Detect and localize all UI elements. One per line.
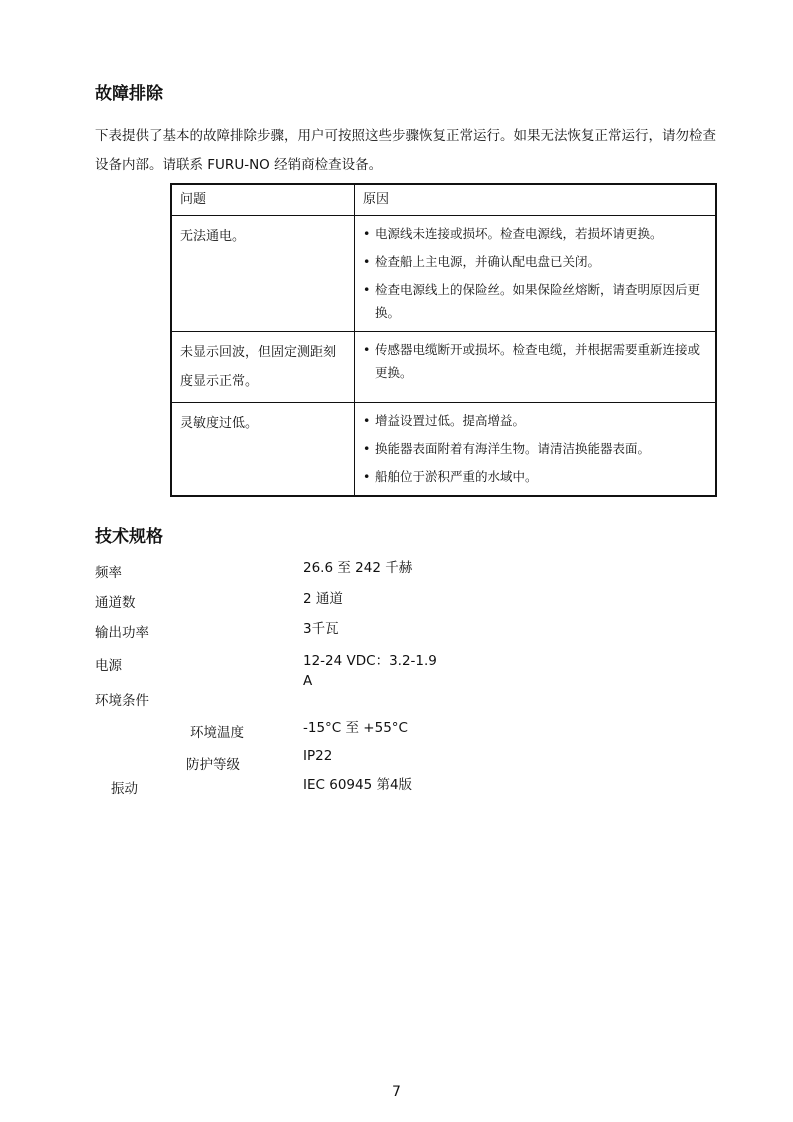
- cause-item: • 检查船上主电源，并确认配电盘已关闭。: [363, 250, 707, 273]
- table-row: [171, 332, 716, 403]
- spec-value-protection: IP22: [303, 748, 333, 764]
- cause-item: • 电源线未连接或损坏。检查电源线，若损坏请更换。: [363, 222, 707, 245]
- spec-value-vibration: IEC 60945 第4版: [303, 777, 413, 793]
- spec-value-frequency: 26.6 至 242 千赫: [303, 560, 413, 576]
- spec-value-channels: 2 通道: [303, 591, 343, 607]
- problem-cell: 无法通电。: [171, 216, 355, 332]
- troubleshooting-intro: 下表提供了基本的故障排除步骤，用户可按照这些步骤恢复正常运行。如果无法恢复正常运行，请勿检查设备内部。请联系 FURU-NO 经销商检查设备。: [95, 128, 716, 173]
- table-row: [171, 403, 716, 497]
- cause-item: • 增益设置过低。提高增益。: [363, 409, 707, 432]
- header-cause: 原因: [355, 184, 717, 216]
- causes-list: [363, 338, 707, 384]
- page-number: 7: [392, 1084, 401, 1100]
- problem-cell: 未显示回波，但固定测距刻度显示正常。: [171, 332, 355, 403]
- spec-value-output-power: 3千瓦: [303, 621, 339, 637]
- cause-item: • 检查电源线上的保险丝。如果保险丝熔断，请查明原因后更换。: [363, 278, 707, 324]
- cause-item: • 换能器表面附着有海洋生物。请清洁换能器表面。: [363, 437, 707, 460]
- cause-item: • 传感器电缆断开或损坏。检查电缆，并根据需要重新连接或更换。: [363, 338, 707, 384]
- causes-cell: [355, 403, 717, 497]
- causes-cell: [355, 216, 717, 332]
- spec-value-temperature: -15°C 至 +55°C: [303, 720, 408, 736]
- spec-label-protection: 防护等级: [186, 757, 240, 773]
- spec-label-power-supply: 电源: [95, 658, 122, 674]
- cause-item: • 船舶位于淤积严重的水域中。: [363, 465, 707, 488]
- spec-label-temperature: 环境温度: [190, 725, 244, 741]
- spec-label-channels: 通道数: [95, 595, 136, 611]
- header-problem: 问题: [171, 184, 355, 216]
- causes-list: [363, 409, 707, 488]
- table-row: [171, 216, 716, 332]
- causes-list: [363, 222, 707, 324]
- specifications-heading: 技术规格: [95, 527, 163, 547]
- table-header-row: [171, 184, 716, 216]
- troubleshooting-heading: 故障排除: [95, 84, 163, 104]
- causes-cell: [355, 332, 717, 403]
- spec-value-power-supply: 12-24 VDC：3.2-1.9 A: [303, 653, 437, 689]
- problem-cell: 灵敏度过低。: [171, 403, 355, 497]
- spec-label-frequency: 频率: [95, 565, 122, 581]
- spec-label-vibration: 振动: [111, 781, 138, 797]
- spec-label-environment: 环境条件: [95, 693, 149, 709]
- troubleshooting-table: [170, 183, 717, 497]
- spec-label-output-power: 输出功率: [95, 625, 149, 641]
